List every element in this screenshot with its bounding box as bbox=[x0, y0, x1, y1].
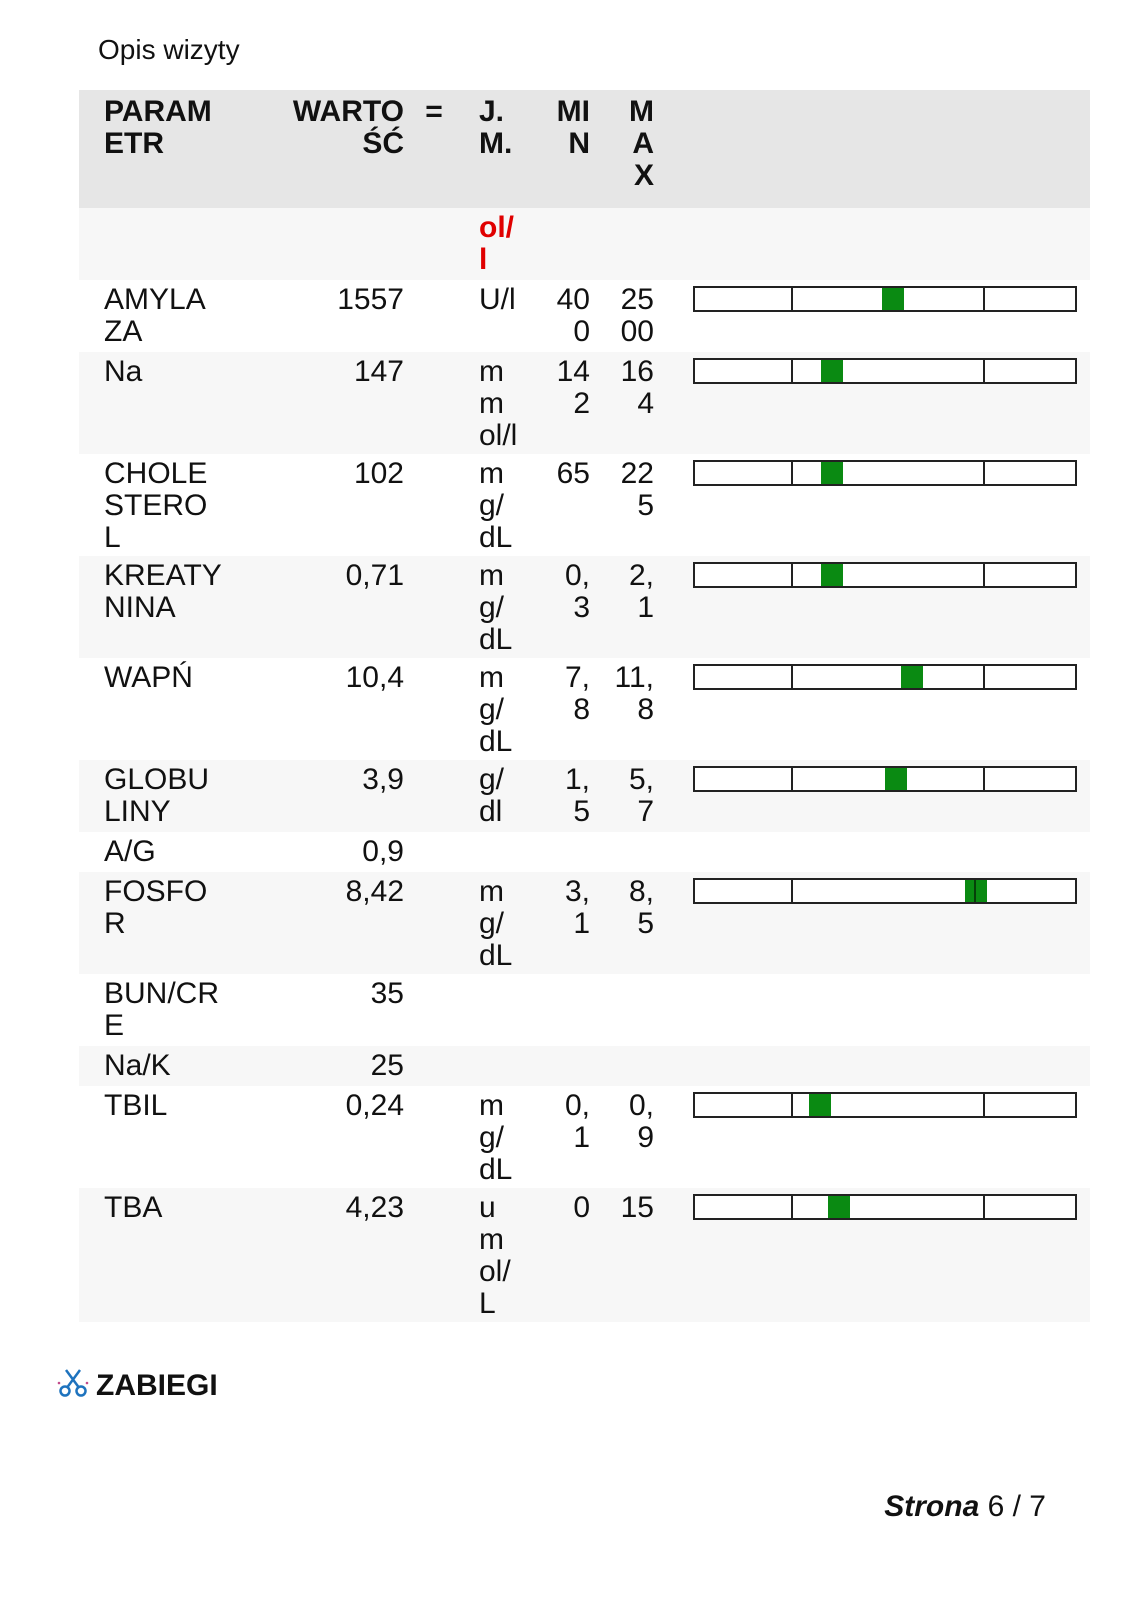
max-cell: 0, 9 bbox=[628, 1089, 654, 1154]
table-row bbox=[79, 872, 1090, 974]
param-cell: Na/K bbox=[104, 1049, 171, 1082]
unit-cell: m g/ dL bbox=[479, 559, 513, 656]
value-cell: 0,71 bbox=[345, 559, 404, 592]
max-cell: 15 bbox=[620, 1191, 654, 1224]
min-cell: 1, 5 bbox=[564, 763, 590, 828]
range-bar bbox=[693, 358, 1077, 384]
param-cell: BUN/CR E bbox=[104, 977, 220, 1042]
table-row bbox=[79, 1086, 1090, 1188]
range-marker bbox=[821, 360, 843, 382]
col-value-header: WARTO ŚĆ bbox=[292, 95, 404, 160]
range-bar bbox=[693, 562, 1077, 588]
page-title: Opis wizyty bbox=[98, 34, 240, 65]
max-cell: 25 00 bbox=[620, 283, 654, 348]
min-cell: 7, 8 bbox=[564, 661, 590, 726]
range-marker bbox=[809, 1094, 831, 1116]
range-bar bbox=[693, 878, 1077, 904]
param-cell: Na bbox=[104, 355, 143, 388]
page-total: / 7 bbox=[1012, 1490, 1046, 1523]
scissors-icon bbox=[56, 1366, 90, 1405]
table-header bbox=[79, 90, 1090, 208]
unit-cell: m g/ dL bbox=[479, 1089, 513, 1186]
max-cell: 16 4 bbox=[620, 355, 654, 420]
range-bar bbox=[693, 460, 1077, 486]
param-cell: TBA bbox=[104, 1191, 163, 1224]
table-row bbox=[79, 760, 1090, 832]
unit-fragment-row bbox=[79, 208, 1090, 280]
unit-cell: u m ol/ L bbox=[479, 1191, 511, 1320]
unit-cell: U/l bbox=[479, 283, 516, 316]
param-cell: KREATY NINA bbox=[104, 559, 222, 624]
unit-fragment: ol/ l bbox=[479, 211, 514, 276]
param-cell: FOSFO R bbox=[104, 875, 208, 940]
min-cell: 3, 1 bbox=[564, 875, 590, 940]
value-cell: 35 bbox=[370, 977, 404, 1010]
value-cell: 0,9 bbox=[362, 835, 404, 868]
min-cell: 0 bbox=[573, 1191, 590, 1224]
page-number: 6 bbox=[987, 1490, 1005, 1523]
results-table bbox=[79, 90, 1090, 1322]
range-marker bbox=[882, 288, 904, 310]
col-flag-header: = bbox=[425, 95, 443, 128]
max-cell: 8, 5 bbox=[628, 875, 654, 940]
col-unit-header: J. M. bbox=[479, 95, 513, 160]
value-cell: 147 bbox=[353, 355, 404, 388]
param-cell: GLOBU LINY bbox=[104, 763, 210, 828]
value-cell: 4,23 bbox=[345, 1191, 404, 1224]
page-footer bbox=[884, 1490, 1046, 1524]
unit-cell: g/ dl bbox=[479, 763, 505, 828]
unit-cell: m m ol/l bbox=[479, 355, 518, 452]
range-marker bbox=[821, 564, 843, 586]
col-param-header: PARAM ETR bbox=[104, 95, 212, 160]
value-cell: 1557 bbox=[337, 283, 404, 316]
min-cell: 14 2 bbox=[556, 355, 590, 420]
range-marker bbox=[901, 666, 923, 688]
section-title: ZABIEGI bbox=[96, 1368, 218, 1402]
min-cell: 0, 3 bbox=[564, 559, 590, 624]
max-cell: 5, 7 bbox=[628, 763, 654, 828]
table-row bbox=[79, 556, 1090, 658]
range-marker bbox=[828, 1196, 850, 1218]
page-label: Strona bbox=[884, 1490, 980, 1523]
table-row bbox=[79, 658, 1090, 760]
min-cell: 65 bbox=[556, 457, 590, 490]
col-max-header: M A X bbox=[629, 95, 654, 192]
range-bar bbox=[693, 1092, 1077, 1118]
param-cell: AMYLA ZA bbox=[104, 283, 206, 348]
min-cell: 0, 1 bbox=[564, 1089, 590, 1154]
table-row bbox=[79, 1188, 1090, 1322]
table-row bbox=[79, 974, 1090, 1046]
param-cell: TBIL bbox=[104, 1089, 168, 1122]
param-cell: WAPŃ bbox=[104, 661, 193, 694]
unit-cell: m g/ dL bbox=[479, 661, 513, 758]
table-row bbox=[79, 454, 1090, 556]
param-cell: A/G bbox=[104, 835, 156, 868]
value-cell: 8,42 bbox=[345, 875, 404, 908]
param-cell: CHOLE STERO L bbox=[104, 457, 208, 554]
range-bar bbox=[693, 1194, 1077, 1220]
value-cell: 10,4 bbox=[345, 661, 404, 694]
value-cell: 25 bbox=[370, 1049, 404, 1082]
min-cell: 40 0 bbox=[556, 283, 590, 348]
range-bar bbox=[693, 664, 1077, 690]
col-min-header: MI N bbox=[556, 95, 590, 160]
range-marker bbox=[885, 768, 907, 790]
section-zabiegi bbox=[56, 1366, 218, 1405]
unit-cell: m g/ dL bbox=[479, 875, 513, 972]
range-bar bbox=[693, 766, 1077, 792]
max-cell: 2, 1 bbox=[628, 559, 654, 624]
value-cell: 102 bbox=[353, 457, 404, 490]
table-row bbox=[79, 280, 1090, 352]
table-row bbox=[79, 352, 1090, 454]
value-cell: 0,24 bbox=[345, 1089, 404, 1122]
range-marker bbox=[821, 462, 843, 484]
table-row bbox=[79, 832, 1090, 872]
range-marker bbox=[965, 880, 987, 902]
value-cell: 3,9 bbox=[362, 763, 404, 796]
table-row bbox=[79, 1046, 1090, 1086]
range-bar bbox=[693, 286, 1077, 312]
max-cell: 22 5 bbox=[620, 457, 654, 522]
max-cell: 11, 8 bbox=[614, 661, 654, 726]
unit-cell: m g/ dL bbox=[479, 457, 513, 554]
